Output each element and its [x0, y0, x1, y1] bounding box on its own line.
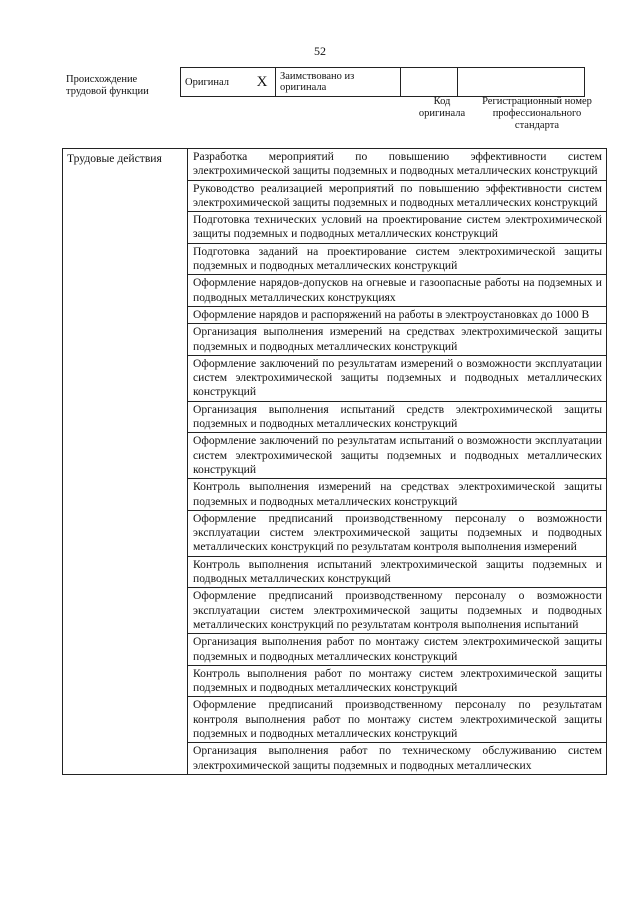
original-mark: X: [249, 68, 276, 97]
list-item: Контроль выполнения испытаний электрохимической защиты подземных и подводных металлических конструкций: [188, 557, 606, 589]
origin-label: Происхождение трудовой функции: [66, 74, 149, 97]
list-item: Оформление заключений по результатам измерений о возможности эксплуатации систем электрохимической защиты подземных и подводных металлических конструкций: [188, 356, 606, 402]
list-item: Организация выполнения испытаний средств электрохимической защиты подземных и подводных металлических конструкций: [188, 402, 606, 434]
list-item: Оформление предписаний производственному персоналу о возможности эксплуатации систем электрохимической защиты подземных и подводных металлических конструкций по результатам контроля выполнения измерений: [188, 511, 606, 557]
list-item: Оформление предписаний производственному персоналу по результатам контроля выполнения работ по монтажу систем электрохимической защиты подземных и подводных металлических конструкций: [188, 697, 606, 743]
list-item: Подготовка технических условий на проектирование систем электрохимической защиты подземных и подводных металлических конструкций: [188, 212, 606, 244]
list-item: Руководство реализацией мероприятий по повышению эффективности систем электрохимической защиты подземных и подводных металлических конструкций: [188, 181, 606, 213]
reg-number-label: Регистрационный номер профессионального стандарта: [482, 96, 592, 131]
list-item: Оформление предписаний производственному персоналу о возможности эксплуатации систем электрохимической защиты подземных и подводных металлических конструкций по результатам контроля выполнения испытаний: [188, 588, 606, 634]
borrowed-cell: Заимствовано из оригинала: [276, 68, 401, 97]
list-item: Оформление заключений по результатам испытаний о возможности эксплуатации систем электрохимической защиты подземных и подводных металлических конструкций: [188, 433, 606, 479]
list-item: Оформление нарядов и распоряжений на работы в электроустановках до 1000 В: [188, 307, 606, 324]
actions-list: [188, 149, 607, 775]
labor-actions-table: [62, 148, 607, 775]
list-item: Организация выполнения работ по монтажу систем электрохимической защиты подземных и подводных металлических конструкций: [188, 634, 606, 666]
table-row: [63, 149, 607, 775]
list-item: Подготовка заданий на проектирование систем электрохимической защиты подземных и подводных металлических конструкций: [188, 244, 606, 276]
code-label: Код оригинала: [418, 96, 466, 119]
page-number: 52: [314, 44, 326, 58]
list-item: Организация выполнения работ по техническому обслуживанию систем электрохимической защиты подземных и подводных металлических: [193, 744, 602, 772]
list-item: Контроль выполнения работ по монтажу систем электрохимической защиты подземных и подводных металлических конструкций: [188, 666, 606, 698]
list-item: Контроль выполнения измерений на средствах электрохимической защиты подземных и подводных металлических конструкций: [188, 479, 606, 511]
list-item: Организация выполнения измерений на средствах электрохимической защиты подземных и подводных металлических конструкций: [188, 324, 606, 356]
section-label: Трудовые действия: [63, 149, 188, 775]
list-item: Оформление нарядов-допусков на огневые и газоопасные работы на подземных и подводных металлических конструкциях: [188, 275, 606, 307]
list-item: Разработка мероприятий по повышению эффективности систем электрохимической защиты подземных и подводных металлических конструкций: [188, 149, 606, 181]
original-cell: Оригинал: [181, 68, 250, 97]
